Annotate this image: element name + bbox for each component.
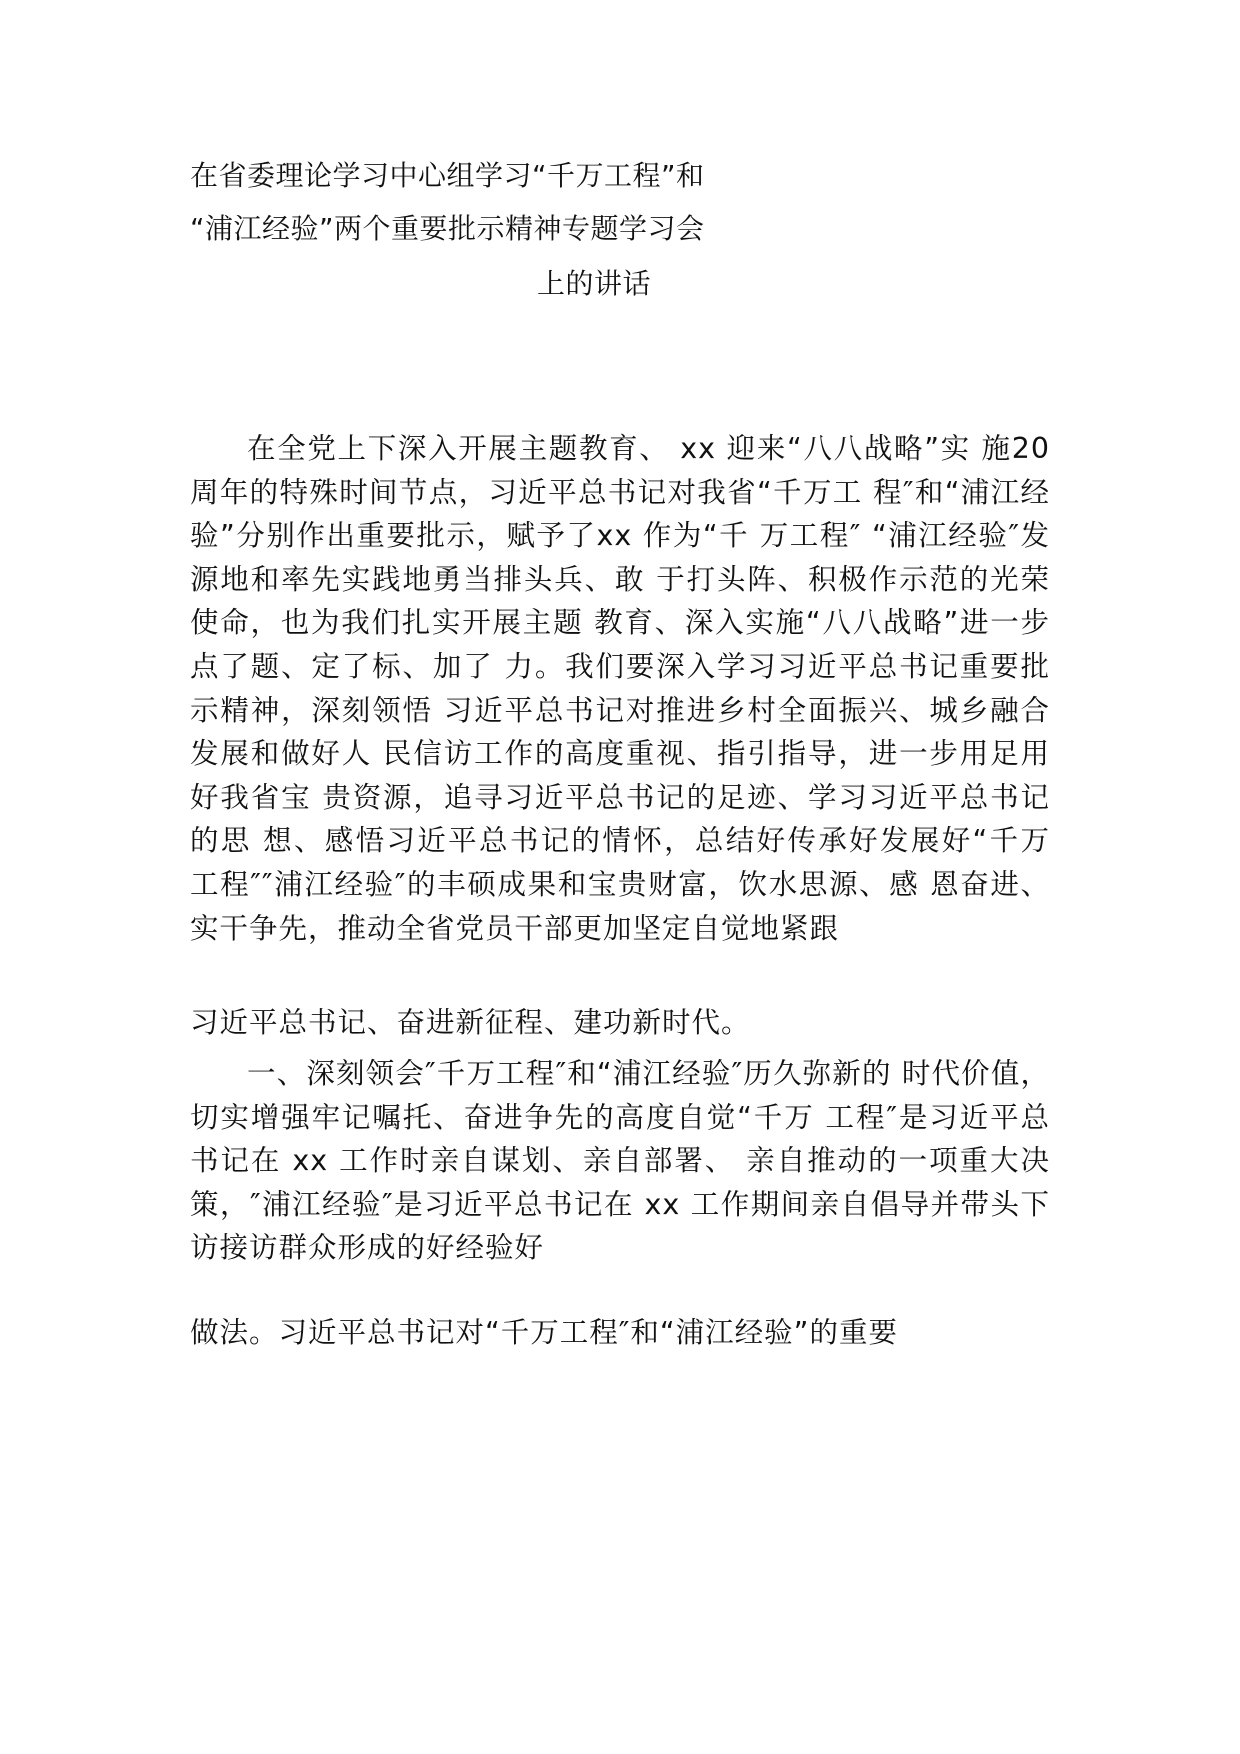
paragraph-section-one-continued: 做法。习近平总书记对“千万工程″和“浦江经验”的重要	[190, 1316, 898, 1349]
document-title-line-3: 上的讲话	[537, 267, 652, 300]
document-title-line-2: “浦江经验”两个重要批示精神专题学习会	[190, 212, 705, 245]
paragraph-intro-continued: 习近平总书记、奋进新征程、建功新时代。	[190, 1006, 751, 1039]
paragraph-intro: 在全党上下深入开展主题教育、 xx 迎来“八八战略”实 施20 周年的特殊时间节点，习近平总书记对我省“千万工 程″和“浦江经验”分别作出重要批示，赋予了xx 作为“千 万工程″ “浦江经验″发源地和率先实践地勇当排头兵、敢 于打头阵、积极作示范的光荣使命，也为我们扎实开展主题 教育、深入实施“八八战略”进一步点了题、定了标、加了 力。我们要深入学习习近平总书记重要批示精神，深刻领悟 习近平总书记对推进乡村全面振兴、城乡融合发展和做好人 民信访工作的高度重视、指引指导，进一步用足用好我省宝 贵资源，追寻习近平总书记的足迹、学习习近平总书记的思 想、感悟习近平总书记的情怀，总结好传承好发展好“千万 工程″″浦江经验″的丰硕成果和宝贵财富，饮水思源、感 恩奋进、实干争先，推动全省党员干部更加坚定自觉地紧跟	[190, 432, 1050, 945]
document-title-line-1: 在省委理论学习中心组学习“千万工程”和	[190, 159, 705, 192]
paragraph-section-one: 一、深刻领会″千万工程″和“浦江经验″历久弥新的 时代价值，切实增强牢记嘱托、奋进争先的高度自觉“千万 工程″是习近平总书记在 xx 工作时亲自谋划、亲自部署、 亲自推动的一项重大决策，″浦江经验″是习近平总书记在 xx 工作期间亲自倡导并带头下访接访群众形成的好经验好	[190, 1057, 1050, 1265]
